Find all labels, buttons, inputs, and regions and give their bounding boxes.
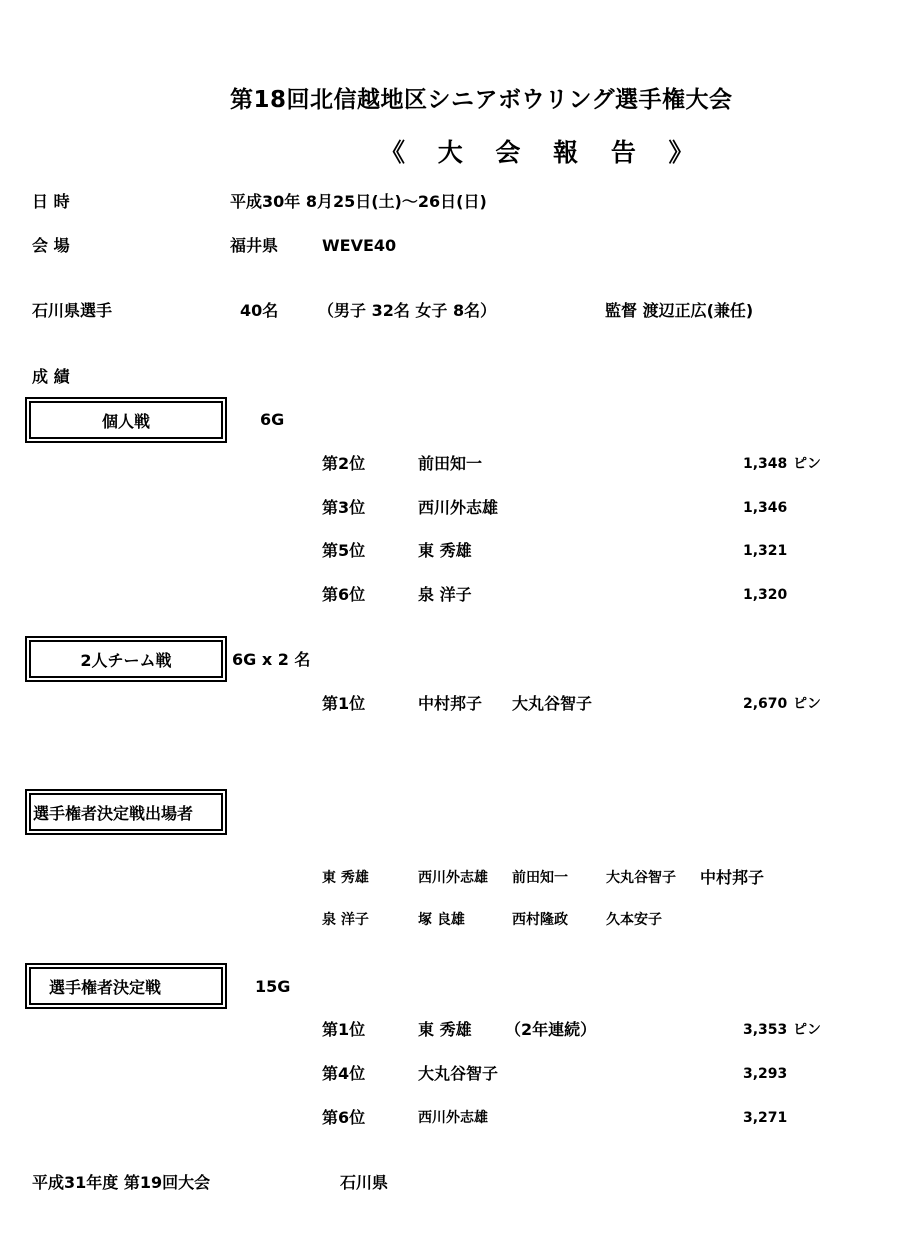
date-label: 日 時 — [32, 192, 70, 211]
date-value: 平成30年 8月25日(土)～26日(日) — [230, 192, 487, 211]
team-games: 6G x 2 名 — [232, 650, 311, 669]
results-label: 成 績 — [32, 367, 70, 386]
rank: 第4位 — [322, 1064, 366, 1083]
score-unit: ピン — [793, 456, 821, 472]
page-title: 第18回北信越地区シニアボウリング選手権大会 — [230, 87, 733, 113]
player-name: 西川外志雄 — [418, 498, 499, 517]
player-name: 東 秀雄 — [322, 870, 369, 886]
rank: 第6位 — [322, 1108, 366, 1127]
player-name: 西村隆政 — [512, 912, 568, 928]
championship-box — [25, 963, 227, 1009]
player-name: 東 秀雄 — [418, 541, 472, 560]
championship-box-label: 選手権者決定戦 — [49, 977, 162, 997]
player-name: 泉 洋子 — [418, 585, 472, 604]
next-event-host: 石川県 — [340, 1173, 389, 1192]
player-name: 大丸谷智子 — [512, 694, 593, 713]
player-name: 大丸谷智子 — [418, 1064, 499, 1083]
venue-label: 会 場 — [32, 236, 70, 255]
score: 1,348 — [743, 456, 788, 472]
player-name: 塚 良雄 — [418, 912, 465, 928]
score: 3,271 — [743, 1110, 788, 1126]
score: 1,321 — [743, 543, 788, 559]
team-box-label: 2人チーム戦 — [80, 650, 172, 670]
player-name: 中村邦子 — [700, 868, 765, 887]
score: 2,670 — [743, 696, 788, 712]
manager: 監督 渡辺正広(兼任) — [605, 301, 754, 320]
page-subtitle: 《 大 会 報 告 》 — [380, 138, 706, 167]
score: 1,320 — [743, 587, 788, 603]
score: 3,293 — [743, 1066, 788, 1082]
team-box — [25, 636, 227, 682]
player-name: 西川外志雄 — [418, 870, 488, 886]
player-name: 久本安子 — [606, 912, 662, 928]
player-name: 前田知一 — [418, 454, 483, 473]
rank: 第2位 — [322, 454, 366, 473]
rank: 第3位 — [322, 498, 366, 517]
next-event-label: 平成31年度 第19回大会 — [32, 1173, 211, 1192]
players-count: 40名 — [240, 301, 279, 320]
players-breakdown: （男子 32名 女子 8名） — [318, 301, 497, 320]
rank: 第6位 — [322, 585, 366, 604]
rank: 第1位 — [322, 1020, 366, 1039]
score: 1,346 — [743, 500, 788, 516]
rank: 第5位 — [322, 541, 366, 560]
score-unit: ピン — [793, 696, 821, 712]
player-name: 西川外志雄 — [418, 1110, 488, 1126]
venue-name: WEVE40 — [322, 236, 397, 255]
qualifiers-box — [25, 789, 227, 835]
score: 3,353 — [743, 1022, 788, 1038]
venue-prefecture: 福井県 — [230, 236, 279, 255]
individual-games: 6G — [260, 410, 285, 429]
championship-games: 15G — [255, 977, 291, 996]
player-name: 東 秀雄 — [418, 1020, 472, 1039]
note: （2年連続） — [505, 1020, 597, 1039]
players-label: 石川県選手 — [32, 301, 113, 320]
player-name: 泉 洋子 — [322, 912, 369, 928]
player-name: 中村邦子 — [418, 694, 483, 713]
rank: 第1位 — [322, 694, 366, 713]
player-name: 大丸谷智子 — [606, 870, 676, 886]
individual-box-label: 個人戦 — [101, 411, 150, 431]
score-unit: ピン — [793, 1022, 821, 1038]
player-name: 前田知一 — [512, 870, 568, 886]
qualifiers-box-label: 選手権者決定戦出場者 — [33, 803, 194, 823]
individual-box — [25, 397, 227, 443]
